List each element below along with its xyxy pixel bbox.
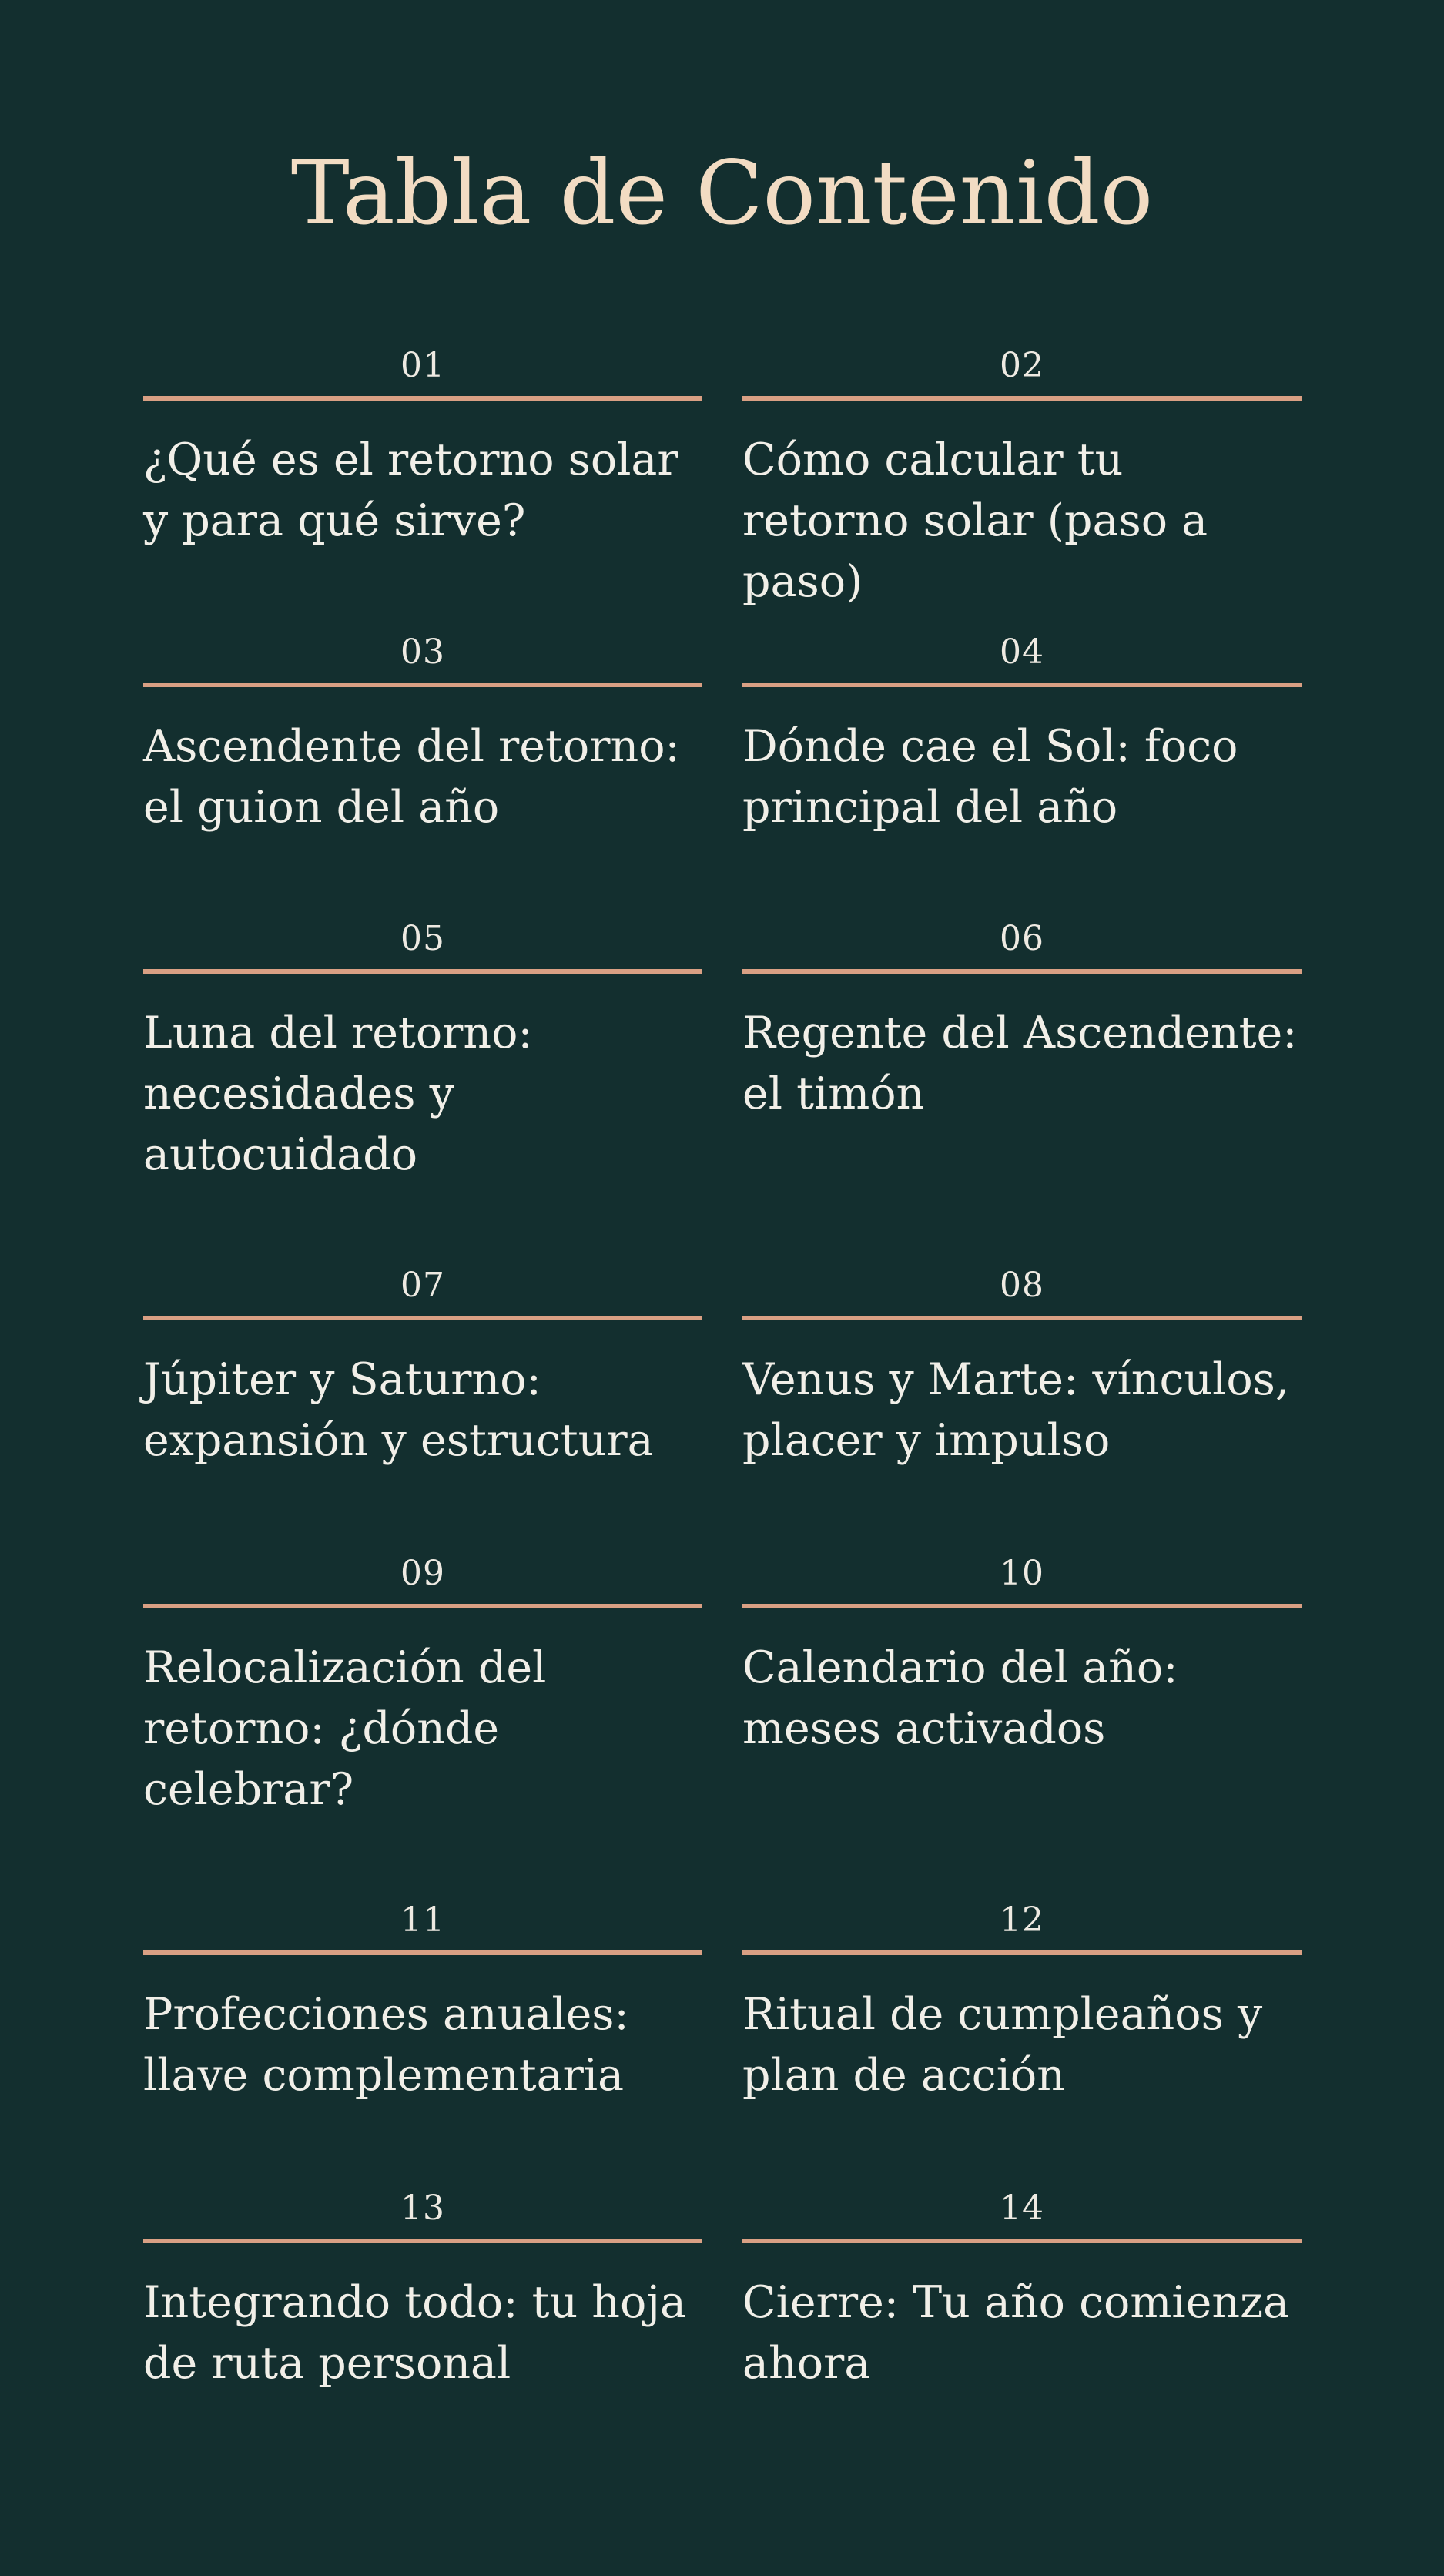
entry-divider [143,396,702,401]
entry-number: 12 [1000,1900,1044,1940]
toc-entry-01 [143,336,702,622]
entry-title: ¿Qué es el retorno solar y para qué sirve? [143,434,678,546]
entry-divider [742,396,1302,401]
entry-divider [143,1950,702,1955]
toc-entry-10 [742,1544,1302,1890]
entry-number: 07 [400,1266,445,1305]
toc-entry-02 [742,336,1302,622]
entry-title: Relocalización del retorno: ¿dónde celebrar? [143,1642,547,1815]
entry-number: 02 [1000,346,1044,385]
toc-entry-11 [143,1890,702,2179]
toc-entry-14 [742,2179,1302,2467]
toc-entry-03 [143,622,702,909]
toc-entry-09 [143,1544,702,1890]
toc-entry-04 [742,622,1302,909]
entry-divider [742,1950,1302,1955]
entry-divider [143,1604,702,1608]
entry-divider [742,969,1302,974]
page-title: Tabla de Contenido [290,142,1154,244]
entry-number: 09 [400,1554,445,1593]
entry-divider [742,1604,1302,1608]
entry-number: 05 [400,919,445,958]
entry-title: Ascendente del retorno: el guion del año [143,721,680,833]
entry-number: 14 [1000,2189,1044,2228]
entry-title: Ritual de cumpleaños y plan de acción [742,1989,1263,2101]
entry-number: 11 [400,1900,445,1940]
entry-divider [143,2239,702,2243]
toc-entry-05 [143,909,702,1256]
toc-grid [143,336,1302,2467]
entry-number: 06 [1000,919,1044,958]
entry-number: 13 [400,2189,445,2228]
toc-entry-13 [143,2179,702,2467]
entry-title: Luna del retorno: necesidades y autocuidado [143,1008,533,1180]
entry-number: 04 [1000,632,1044,672]
entry-number: 10 [1000,1554,1044,1593]
entry-divider [143,683,702,687]
entry-title: Cómo calcular tu retorno solar (paso a paso) [742,434,1208,607]
entry-divider [143,969,702,974]
entry-divider [143,1316,702,1320]
toc-entry-08 [742,1256,1302,1544]
entry-title: Profecciones anuales: llave complementaria [143,1989,629,2101]
entry-number: 03 [400,632,445,672]
entry-title: Júpiter y Saturno: expansión y estructura [143,1354,654,1466]
toc-entry-12 [742,1890,1302,2179]
entry-number: 01 [400,346,445,385]
entry-title: Regente del Ascendente: el timón [742,1008,1298,1119]
entry-title: Venus y Marte: vínculos, placer y impulso [742,1354,1290,1466]
entry-title: Integrando todo: tu hoja de ruta personal [143,2277,686,2389]
toc-entry-06 [742,909,1302,1256]
entry-title: Calendario del año: meses activados [742,1642,1178,1754]
entry-divider [742,683,1302,687]
entry-divider [742,2239,1302,2243]
entry-divider [742,1316,1302,1320]
entry-number: 08 [1000,1266,1044,1305]
entry-title: Cierre: Tu año comienza ahora [742,2277,1290,2389]
entry-title: Dónde cae el Sol: foco principal del año [742,721,1238,833]
toc-entry-07 [143,1256,702,1544]
